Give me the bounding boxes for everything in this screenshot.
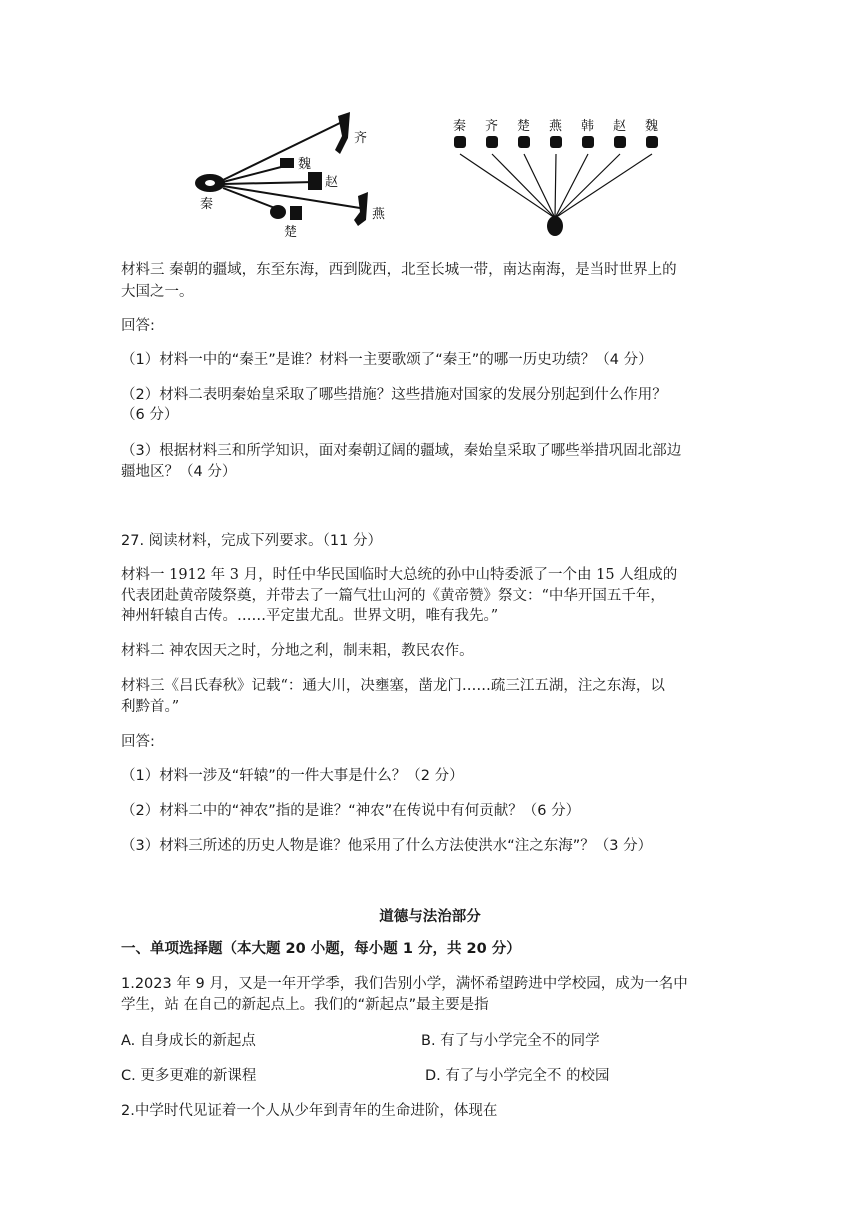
converge-line	[555, 154, 620, 218]
part1-heading: 一、单项选择题（本大题 20 小题，每小题 1 分，共 20 分）	[121, 941, 521, 957]
converge-line	[524, 154, 555, 218]
q26-sub2-line2: （6 分）	[121, 407, 179, 423]
state-coin-icon	[614, 136, 626, 148]
q27-sub2: （2）材料二中的“神农”指的是谁？“神农”在传说中有何贡献？（6 分）	[121, 803, 581, 819]
state-coin-icon	[550, 136, 562, 148]
mc1-option-d: D. 有了与小学完全不 的校园	[425, 1068, 610, 1084]
label-wei: 魏	[298, 157, 312, 172]
state-coin-icon	[582, 136, 594, 148]
mc1-stem-line1: 1.2023 年 9 月，又是一年开学季，我们告别小学，满怀希望跨进中学校园，成为一名中	[121, 976, 688, 992]
state-coin-icon	[518, 136, 530, 148]
qin-unification-figure-left	[190, 108, 410, 240]
q27-sub3: （3）材料三所述的历史人物是谁？他采用了什么方法使洪水“注之东海”？（3 分）	[121, 838, 653, 854]
label-yan: 燕	[372, 207, 386, 222]
q27-material3-line2: 利黔首。”	[121, 699, 180, 715]
mc1-option-c: C. 更多更难的新课程	[121, 1068, 257, 1084]
state-label: 齐	[485, 119, 499, 134]
state-coin-icon	[646, 136, 658, 148]
converge-line	[460, 154, 555, 218]
state-label: 赵	[613, 119, 627, 134]
converge-line	[555, 154, 556, 218]
q26-sub1: （1）材料一中的“秦王”是谁？材料一主要歌颂了“秦王”的哪一历史功绩？（4 分）	[121, 352, 653, 368]
state-label: 韩	[581, 119, 595, 134]
label-zhao: 赵	[325, 175, 339, 190]
q27-material2: 材料二 神农因天之时，分地之利，制耒耜，教民农作。	[121, 643, 474, 659]
q26-answer-label: 回答:	[121, 318, 155, 334]
q26-sub2-line1: （2）材料二表明秦始皇采取了哪些措施？这些措施对国家的发展分别起到什么作用？	[121, 387, 667, 403]
state-coin-icon	[454, 136, 466, 148]
q26-sub3-line1: （3）根据材料三和所学知识，面对秦朝辽阔的疆域，秦始皇采取了哪些举措巩固北部边	[121, 443, 682, 459]
converge-line	[555, 154, 588, 218]
mc1-stem-line2: 学生，站 在自己的新起点上。我们的“新起点”最主要是指	[121, 997, 489, 1013]
state-label: 楚	[517, 119, 531, 134]
state-coin-icon	[486, 136, 498, 148]
q26-material3-line2: 大国之一。	[121, 284, 194, 300]
mc1-option-b: B. 有了与小学完全不的同学	[421, 1033, 600, 1049]
q27-sub1: （1）材料一涉及“轩辕”的一件大事是什么？（2 分）	[121, 768, 464, 784]
q27-material1-line3: 神州轩辕自古传。……平定蚩尤乱。世界文明，唯有我先。”	[121, 608, 499, 624]
converge-line	[492, 154, 555, 218]
qin-currency-figure-right	[440, 110, 680, 240]
q26-sub3-line2: 疆地区？（4 分）	[121, 464, 237, 480]
q27-answer-label: 回答:	[121, 734, 155, 750]
state-label: 魏	[645, 119, 659, 134]
mc2-stem: 2.中学时代见证着一个人从少年到青年的生命进阶，体现在	[121, 1103, 498, 1119]
q27-title: 27. 阅读材料，完成下列要求。（11 分）	[121, 533, 382, 549]
q27-material1-line1: 材料一 1912 年 3 月，时任中华民国临时大总统的孙中山特委派了一个由 15 人组成的	[121, 567, 678, 583]
label-chu: 楚	[284, 225, 298, 240]
state-label: 秦	[453, 119, 467, 134]
q27-material3-line1: 材料三《吕氏春秋》记载“：通大川，决壅塞，凿龙门……疏三江五湖，注之东海，以	[121, 678, 665, 694]
label-qi: 齐	[354, 131, 368, 146]
label-qin: 秦	[200, 197, 214, 212]
converge-line	[555, 154, 652, 218]
q27-material1-line2: 代表团赴黄帝陵祭奠，并带去了一篇气壮山河的《黄帝赞》祭文：“中华开国五千年，	[121, 588, 665, 604]
state-label: 燕	[549, 119, 563, 134]
section-title: 道德与法治部分	[379, 909, 481, 925]
q26-material3-line1: 材料三 秦朝的疆域，东至东海，西到陇西，北至长城一带，南达南海，是当时世界上的	[121, 262, 677, 278]
mc1-option-a: A. 自身成长的新起点	[121, 1033, 256, 1049]
